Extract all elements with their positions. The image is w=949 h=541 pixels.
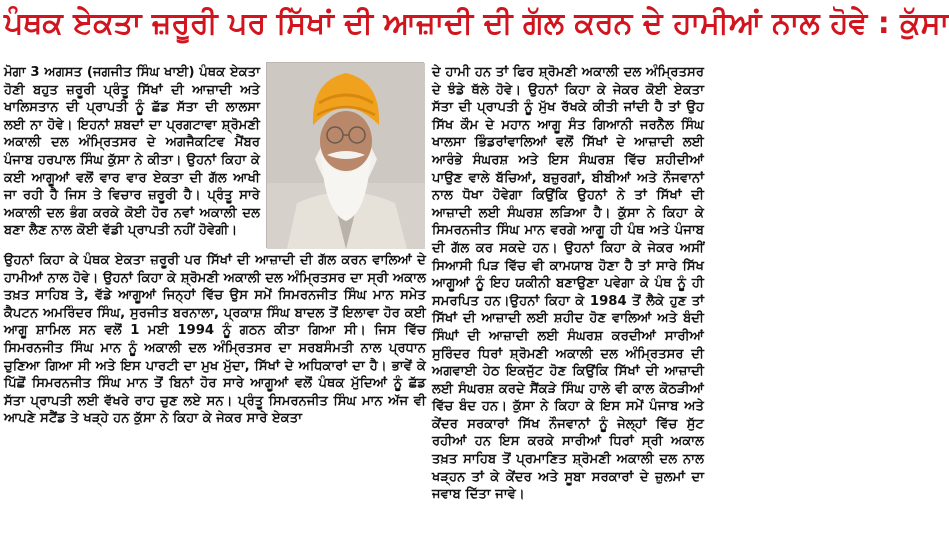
article-column-left-top [4,64,260,250]
article-column-left-bottom [4,252,426,538]
headline: ਪੰਥਕ ਏਕਤਾ ਜ਼ਰੂਰੀ ਪਰ ਸਿੱਖਾਂ ਦੀ ਆਜ਼ਾਦੀ ਦੀ ਗੱਲ ਕਰਨ ਦੇ ਹਾਮੀਆਂ ਨਾਲ ਹੋਵੇ : ਕੁੱਸਾ [4,6,949,41]
article-paragraph: ਉਹਨਾਂ ਕਿਹਾ ਕੇ ਪੰਥਕ ਏਕਤਾ ਜ਼ਰੂਰੀ ਪਰ ਸਿੱਖਾਂ ਦੀ ਆਜ਼ਾਦੀ ਦੀ ਗੱਲ ਕਰਨ ਵਾਲਿਆਂ ਦੇ ਹਾਮੀਆਂ ਨਾਲ ਹੋਵੇ। ਉਹਨਾਂ ਕਿਹਾ ਕੇ ਸ਼੍ਰੋਮਣੀ ਅਕਾਲੀ ਦਲ ਅੰਮ੍ਰਿਤਸਰ ਦਾ ਸ੍ਰੀ ਅਕਾਲ ਤਖ਼ਤ ਸਾਹਿਬ ਤੇ, ਵੱਡੇ ਆਗੂਆਂ ਜਿਨ੍ਹਾਂ ਵਿੱਚ ਉਸ ਸਮੇਂ ਸਿਮਰਨਜੀਤ ਸਿੰਘ ਮਾਨ ਸਮੇਤ ਕੈਪਟਨ ਅਮਰਿੰਦਰ ਸਿੰਘ, ਸੁਰਜੀਤ ਬਰਨਾਲਾ, ਪ੍ਰਕਾਸ਼ ਸਿੰਘ ਬਾਦਲ ਤੋਂ ਇਲਾਵਾ ਹੋਰ ਕਈ ਆਗੂ ਸ਼ਾਮਿਲ ਸਨ ਵਲੋਂ 1 ਮਈ 1994 ਨੂੰ ਗਠਨ ਕੀਤਾ ਗਿਆ ਸੀ। ਜਿਸ ਵਿੱਚ ਸਿਮਰਨਜੀਤ ਸਿੰਘ ਮਾਨ ਨੂੰ ਅਕਾਲੀ ਦਲ ਅੰਮ੍ਰਿਤਸਰ ਦਾ ਸਰਬਸੰਮਤੀ ਨਾਲ ਪ੍ਰਧਾਨ ਚੁਣਿਆ ਗਿਆ ਸੀ ਅਤੇ ਇਸ ਪਾਰਟੀ ਦਾ ਮੁਖ ਮੁੱਦਾ, ਸਿੱਖਾਂ ਦੇ ਅਧਿਕਾਰਾਂ ਦਾ ਹੈ। ਭਾਵੇਂ ਕੇ ਪਿੱਛੋਂ ਸਿਮਰਨਜੀਤ ਸਿੰਘ ਮਾਨ ਤੋਂ ਬਿਨਾਂ ਹੋਰ ਸਾਰੇ ਆਗੂਆਂ ਵਲੋਂ ਪੰਥਕ ਮੁੱਦਿਆਂ ਨੂੰ ਛੱਡ ਸੱਤਾ ਪ੍ਰਾਪਤੀ ਲਈ ਵੱਖਰੇ ਰਾਹ ਚੁਣ ਲਏ ਸਨ। ਪ੍ਰੰਤੂ ਸਿਮਰਨਜੀਤ ਸਿੰਘ ਮਾਨ ਅੱਜ ਵੀ ਆਪਣੇ ਸਟੈਂਡ ਤੇ ਖੜ੍ਹੇ ਹਨ ਕੁੱਸਾ ਨੇ ਕਿਹਾ ਕੇ ਜੇਕਰ ਸਾਰੇ ਏਕਤਾ [4,253,426,427]
portrait-image [267,63,425,249]
portrait-photo [266,62,424,248]
article-paragraph: ਮੋਗਾ 3 ਅਗਸਤ (ਜਗਜੀਤ ਸਿੰਘ ਖਾਈ) ਪੰਥਕ ਏਕਤਾ ਹੋਣੀ ਬਹੁਤ ਜ਼ਰੂਰੀ ਪ੍ਰੰਤੂ ਸਿੱਖਾਂ ਦੀ ਆਜ਼ਾਦੀ ਅਤੇ ਖਾਲਿਸਤਾਨ ਦੀ ਪ੍ਰਾਪਤੀ ਨੂੰ ਛੱਡ ਸੱਤਾ ਦੀ ਲਾਲਸਾ ਲਈ ਨਾ ਹੋਵੇ। ਇਹਨਾਂ ਸ਼ਬਦਾਂ ਦਾ ਪ੍ਰਗਟਾਵਾ ਸ਼੍ਰੋਮਣੀ ਅਕਾਲੀ ਦਲ ਅੰਮ੍ਰਿਤਸਰ ਦੇ ਅਗਜੈਕਟਿਵ ਮੈਂਬਰ ਪੰਜਾਬ ਹਰਪਾਲ ਸਿੰਘ ਕੁੱਸਾ ਨੇ ਕੀਤਾ। ਉਹਨਾਂ ਕਿਹਾ ਕੇ ਕਈ ਆਗੂਆਂ ਵਲੋਂ ਵਾਰ ਵਾਰ ਏਕਤਾ ਦੀ ਗੱਲ ਆਖੀ ਜਾ ਰਹੀ ਹੈ ਜਿਸ ਤੇ ਵਿਚਾਰ ਜ਼ਰੂਰੀ ਹੈ। ਪ੍ਰੰਤੂ ਸਾਰੇ ਅਕਾਲੀ ਦਲ ਭੰਗ ਕਰਕੇ ਕੋਈ ਹੋਰ ਨਵਾਂ ਅਕਾਲੀ ਦਲ ਬਣਾ ਲੈਣ ਨਾਲ ਕੋਈ ਵੱਡੀ ਪ੍ਰਾਪਤੀ ਨਹੀਂ ਹੋਵੇਗੀ। [4,65,260,239]
article-column-right [432,64,704,538]
article-paragraph: ਦੇ ਹਾਮੀ ਹਨ ਤਾਂ ਫਿਰ ਸ਼੍ਰੋਮਣੀ ਅਕਾਲੀ ਦਲ ਅੰਮ੍ਰਿਤਸਰ ਦੇ ਝੰਡੇ ਥੱਲੇ ਹੋਵੇ। ਉਹਨਾਂ ਕਿਹਾ ਕੇ ਜੇਕਰ ਕੋਈ ਏਕਤਾ ਸੱਤਾ ਦੀ ਪ੍ਰਾਪਤੀ ਨੂੰ ਮੁੱਖ ਰੱਖਕੇ ਕੀਤੀ ਜਾਂਦੀ ਹੈ ਤਾਂ ਉਹ ਸਿੱਖ ਕੌਮ ਦੇ ਮਹਾਨ ਆਗੂ ਸੰਤ ਗਿਆਨੀ ਜਰਨੈਲ ਸਿੰਘ ਖਾਲਸਾ ਭਿੰਡਰਾਂਵਾਲਿਆਂ ਵਲੋਂ ਸਿੱਖਾਂ ਦੇ ਆਜ਼ਾਦੀ ਲਈ ਆਰੰਭੇ ਸੰਘਰਸ਼ ਅਤੇ ਇਸ ਸੰਘਰਸ਼ ਵਿੱਚ ਸ਼ਹੀਦੀਆਂ ਪਾਉਣ ਵਾਲੇ ਬੱਚਿਆਂ, ਬਜ਼ੁਰਗਾਂ, ਬੀਬੀਆਂ ਅਤੇ ਨੌਜਵਾਨਾਂ ਨਾਲ ਧੋਖਾ ਹੋਵੇਗਾ ਕਿਉਂਕਿ ਉਹਨਾਂ ਨੇ ਤਾਂ ਸਿੱਖਾਂ ਦੀ ਆਜ਼ਾਦੀ ਲਈ ਸੰਘਰਸ਼ ਲੜਿਆ ਹੈ। ਕੁੱਸਾ ਨੇ ਕਿਹਾ ਕੇ ਸਿਮਰਨਜੀਤ ਸਿੰਘ ਮਾਨ ਵਰਗੇ ਆਗੂ ਹੀ ਪੰਥ ਅਤੇ ਪੰਜਾਬ ਦੀ ਗੱਲ ਕਰ ਸਕਦੇ ਹਨ। ਉਹਨਾਂ ਕਿਹਾ ਕੇ ਜੇਕਰ ਅਸੀਂ ਸਿਆਸੀ ਪਿੜ ਵਿੱਚ ਵੀ ਕਾਮਯਾਬ ਹੋਣਾ ਹੈ ਤਾਂ ਸਾਰੇ ਸਿੱਖ ਆਗੂਆਂ ਨੂੰ ਇਹ ਯਕੀਨੀ ਬਣਾਉਣਾ ਪਵੇਗਾ ਕੇ ਪੰਥ ਨੂੰ ਹੀ ਸਮਰਪਿਤ ਹਨ।ਉਹਨਾਂ ਕਿਹਾ ਕੇ 1984 ਤੋਂ ਲੈਕੇ ਹੁਣ ਤਾਂ ਸਿੱਖਾਂ ਦੀ ਆਜ਼ਾਦੀ ਲਈ ਸ਼ਹੀਦ ਹੋਣ ਵਾਲਿਆਂ ਅਤੇ ਬੰਦੀ ਸਿੰਘਾਂ ਦੀ ਆਜ਼ਾਦੀ ਲਈ ਸੰਘਰਸ਼ ਕਰਦੀਆਂ ਸਾਰੀਆਂ ਸੁਰਿੰਦਰ ਧਿਰਾਂ ਸ਼੍ਰੋਮਣੀ ਅਕਾਲੀ ਦਲ ਅੰਮ੍ਰਿਤਸਰ ਦੀ ਅਗਵਾਈ ਹੇਠ ਇਕਜੁੱਟ ਹੋਣ ਕਿਉਂਕਿ ਸਿੱਖਾਂ ਦੀ ਆਜ਼ਾਦੀ ਲਈ ਸੰਘਰਸ਼ ਕਰਦੇ ਸੈਂਕੜੇ ਸਿੰਘ ਹਾਲੇ ਵੀ ਕਾਲ ਕੋਠੜੀਆਂ ਵਿੱਚ ਬੰਦ ਹਨ। ਕੁੱਸਾ ਨੇ ਕਿਹਾ ਕੇ ਇਸ ਸਮੇਂ ਪੰਜਾਬ ਅਤੇ ਕੇਂਦਰ ਸਰਕਾਰਾਂ ਸਿੱਖ ਨੌਜਵਾਨਾਂ ਨੂੰ ਜੇਲ੍ਹਾਂ ਵਿੱਚ ਸੁੱਟ ਰਹੀਆਂ ਹਨ ਇਸ ਕਰਕੇ ਸਾਰੀਆਂ ਧਿਰਾਂ ਸ੍ਰੀ ਅਕਾਲ ਤਖ਼ਤ ਸਾਹਿਬ ਤੋਂ ਪ੍ਰਮਾਣਿਤ ਸ਼੍ਰੋਮਣੀ ਅਕਾਲੀ ਦਲ ਨਾਲ ਖੜ੍ਹਨ ਤਾਂ ਕੇ ਕੇਂਦਰ ਅਤੇ ਸੂਬਾ ਸਰਕਾਰਾਂ ਦੇ ਜ਼ੁਲਮਾਂ ਦਾ ਜਵਾਬ ਦਿੱਤਾ ਜਾਵੇ। [432,65,704,503]
